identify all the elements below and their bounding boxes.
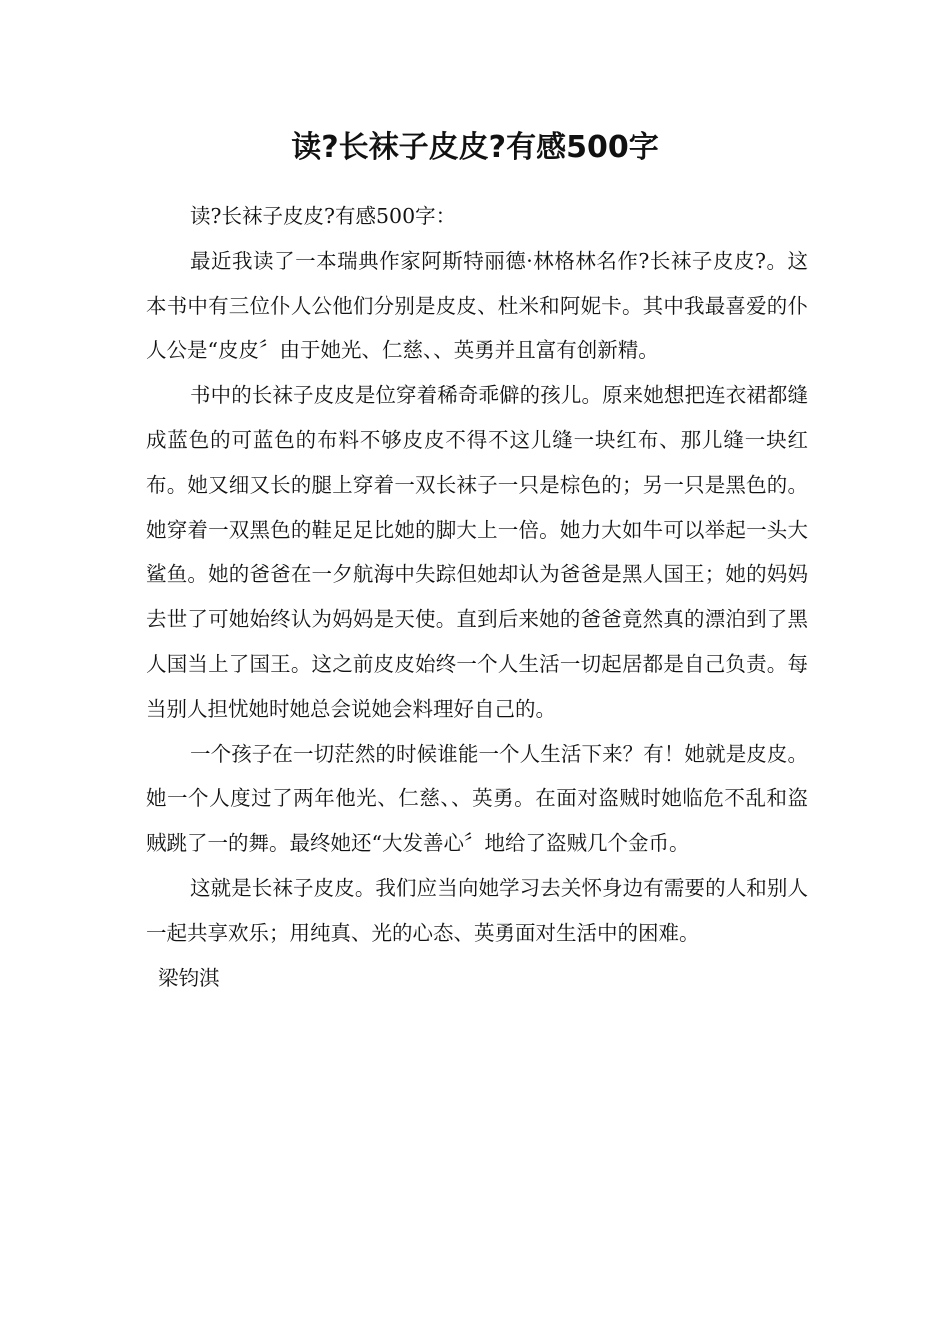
- document-body: [146, 194, 808, 1000]
- author-name: 梁钧淇: [158, 965, 220, 990]
- paragraph-3: 一个孩子在一切茫然的时候谁能一个人生活下来？有！她就是皮皮。她一个人度过了两年他光、仁慈、、英勇。在面对盗贼时她临危不乱和盗贼跳了一的舞。最终她还“大发善心〞地给了盗贼几个金币。: [146, 741, 808, 856]
- paragraph-4: 这就是长袜子皮皮。我们应当向她学习去关怀身边有需要的人和别人一起共享欢乐；用纯真、光的心态、英勇面对生活中的困难。: [146, 875, 808, 945]
- paragraph-1: 最近我读了一本瑞典作家阿斯特丽德·林格林名作?长袜子皮皮?。这本书中有三位仆人公他们分别是皮皮、杜米和阿妮卡。其中我最喜爱的仆人公是“皮皮〞由于她光、仁慈、、英勇并且富有创新精。: [146, 248, 808, 363]
- paragraph-2: 书中的长袜子皮皮是位穿着稀奇乖僻的孩儿。原来她想把连衣裙都缝成蓝色的可蓝色的布料不够皮皮不得不这儿缝一块红布、那儿缝一块红布。她又细又长的腿上穿着一双长袜子一只是棕色的；另一只是黑色的。她穿着一双黑色的鞋足足比她的脚大上一倍。她力大如牛可以举起一头大鲨鱼。她的爸爸在一夕航海中失踪但她却认为爸爸是黑人国王；她的妈妈去世了可她始终认为妈妈是天使。直到后来她的爸爸竟然真的漂泊到了黑人国当上了国王。这之前皮皮始终一个人生活一切起居都是自己负责。每当别人担忧她时她总会说她会料理好自己的。: [146, 383, 808, 721]
- document-title: 读?长袜子皮皮?有感500字: [291, 130, 659, 165]
- document-subtitle: 读?长袜子皮皮?有感500字：: [190, 204, 457, 228]
